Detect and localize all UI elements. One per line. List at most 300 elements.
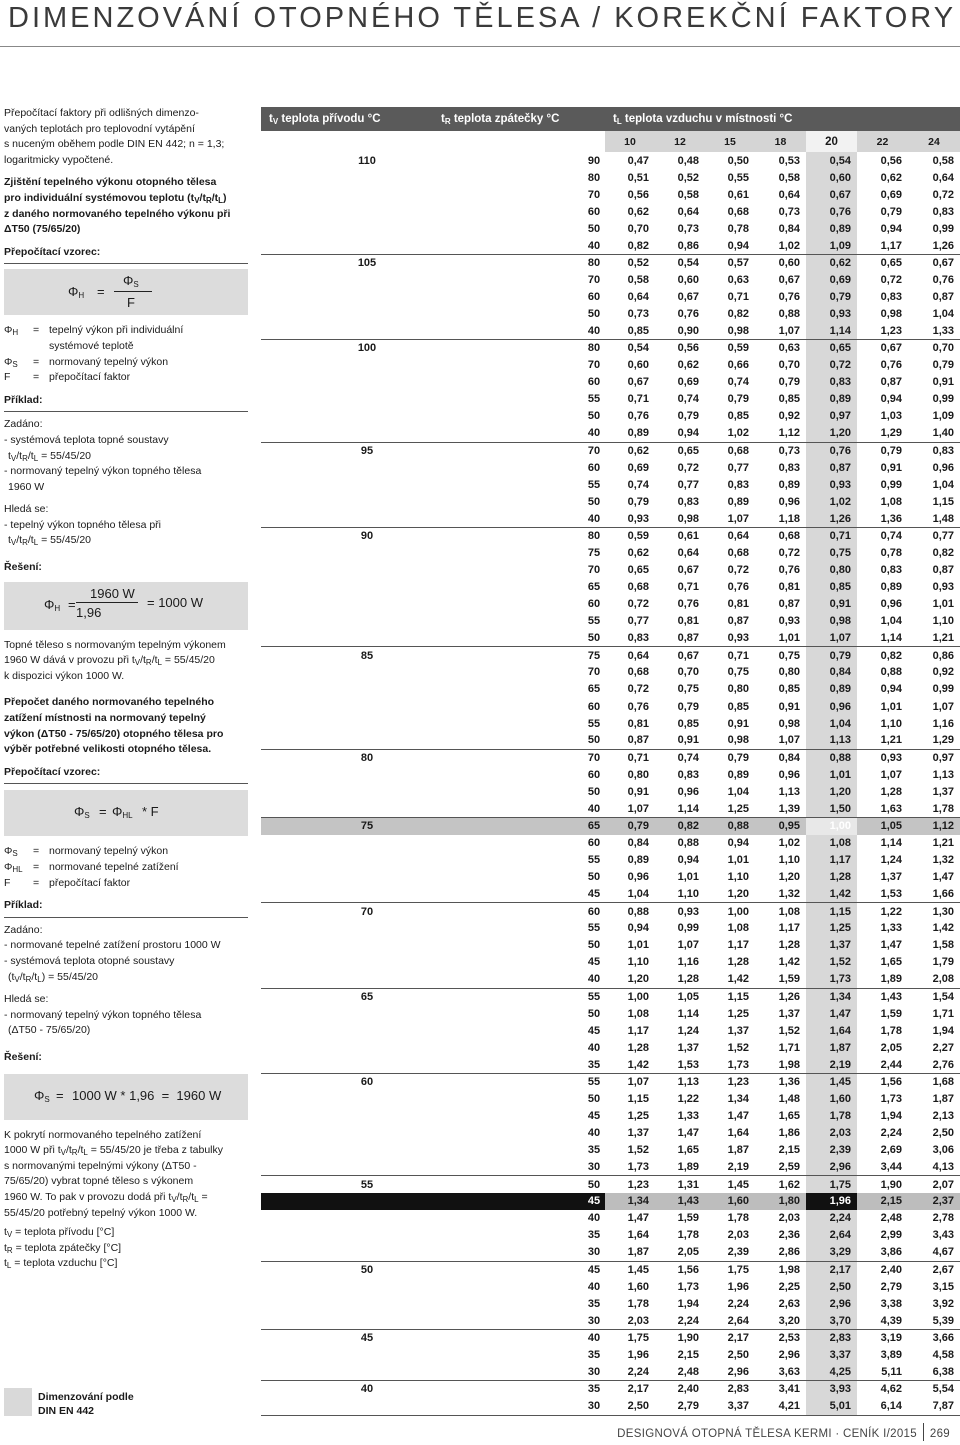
factor-cell: 1,64 <box>727 1127 749 1140</box>
table-row <box>261 647 960 664</box>
factor-cell: 0,88 <box>677 837 699 850</box>
factor-cell: 1,73 <box>806 971 857 988</box>
factor-cell: 3,70 <box>806 1312 857 1329</box>
factor-cell: 0,68 <box>627 581 649 594</box>
header-supply-temp: $t_V$ teplota přívodu °C <box>261 107 433 131</box>
supply-temp-cell <box>261 1159 433 1176</box>
factor-cell: 1,08 <box>806 835 857 852</box>
example-heading: Příklad: <box>4 899 43 912</box>
factor-cell: 1,16 <box>932 717 954 730</box>
factor-cell: 1,17 <box>627 1024 649 1037</box>
factor-cell: 0,84 <box>778 222 800 235</box>
factor-cell: 0,86 <box>908 647 960 664</box>
factor-cell: 0,70 <box>778 359 800 372</box>
return-temp-cell: 90 <box>587 154 601 167</box>
factor-cell: 0,71 <box>727 291 749 304</box>
footer-separator <box>923 1423 924 1441</box>
return-temp-cell: 40 <box>587 1127 601 1140</box>
factor-cell: 1,58 <box>932 939 954 952</box>
factor-cell: 1,86 <box>778 1127 800 1140</box>
supply-temp-cell <box>261 357 433 374</box>
factor-cell: 1,17 <box>778 922 800 935</box>
definition: $\Phi_{HL}$ = normované tepelné zatížení <box>4 861 179 874</box>
factor-cell: 0,69 <box>627 461 649 474</box>
supply-temp-cell <box>261 1244 433 1261</box>
table-row <box>261 817 960 834</box>
table-row <box>261 493 960 510</box>
factor-cell: 1,37 <box>778 1007 800 1020</box>
conclusion-line: 75/65/20) vybrat topné těleso s výkonem <box>4 1175 194 1188</box>
factor-cell: 0,78 <box>880 546 902 559</box>
factor-cell: 1,08 <box>627 1007 649 1020</box>
factor-cell: 1,48 <box>932 512 954 525</box>
factor-cell: 1,24 <box>880 854 902 867</box>
return-temp-cell: 70 <box>433 749 605 766</box>
factor-cell: 1,04 <box>932 478 954 491</box>
given-line: - systémová teplota topné soustavy <box>4 433 169 446</box>
factor-cell: 2,99 <box>880 1229 902 1242</box>
fraction-bar <box>114 291 152 292</box>
factor-cell: 1,15 <box>932 495 954 508</box>
factor-cell: 7,87 <box>932 1400 954 1413</box>
factor-cell: 0,93 <box>806 306 857 323</box>
factor-cell: 1,42 <box>727 973 749 986</box>
factor-cell: 1,90 <box>655 1329 705 1346</box>
conclusion-line: s normovanými tepelnými výkony (ΔT50 - <box>4 1159 197 1172</box>
note-text: Dimenzování podle DIN EN 442 <box>38 1391 134 1417</box>
factor-cell: 1,07 <box>778 734 800 747</box>
supply-temp-cell <box>261 613 433 630</box>
table-row <box>261 1073 960 1090</box>
factor-cell: 2,05 <box>880 1041 902 1054</box>
factor-cell: 1,12 <box>778 427 800 440</box>
factor-cell: 0,65 <box>627 564 649 577</box>
factor-cell: 2,24 <box>677 1314 699 1327</box>
factor-cell: 1,64 <box>806 1022 857 1039</box>
factor-cell: 0,69 <box>677 376 699 389</box>
factor-cell: 1,79 <box>932 956 954 969</box>
intro-line: logaritmicky vypočtené. <box>4 153 114 166</box>
factor-cell: 0,64 <box>677 546 699 559</box>
factor-cell: 0,82 <box>727 308 749 321</box>
factor-cell: 0,96 <box>806 698 857 715</box>
factor-cell: 1,21 <box>932 632 954 645</box>
supply-temp-cell <box>261 698 433 715</box>
section2-title-line: Přepočet daného normovaného tepelného <box>4 696 215 709</box>
supply-temp-cell <box>261 391 433 408</box>
supply-temp-cell <box>261 800 433 817</box>
page-footer: DESIGNOVÁ OTOPNÁ TĚLESA KERMI · CENÍK I/2015 269 <box>617 1423 950 1441</box>
table-row <box>261 1005 960 1022</box>
factor-cell: 0,99 <box>880 478 902 491</box>
section1-title-line: ΔT50 (75/65/20) <box>4 223 81 236</box>
factor-cell: 0,93 <box>806 476 857 493</box>
factor-cell: 1,52 <box>806 954 857 971</box>
factor-cell: 1,02 <box>778 239 800 252</box>
title-divider <box>0 46 960 47</box>
factor-cell: 2,59 <box>778 1160 800 1173</box>
solution-lhs: $\Phi_H$ <box>44 596 61 613</box>
supply-temp-cell <box>261 1193 433 1210</box>
fraction-bar <box>76 602 138 603</box>
factor-cell: 0,75 <box>727 666 749 679</box>
factor-cell: 0,97 <box>806 408 857 425</box>
return-temp-cell: 55 <box>587 922 601 935</box>
table-row <box>261 1261 960 1278</box>
return-temp-cell: 75 <box>587 546 601 559</box>
factor-cell: 2,83 <box>705 1381 755 1398</box>
factor-cell: 3,38 <box>880 1297 902 1310</box>
factor-cell: 2,13 <box>932 1110 954 1123</box>
factor-cell: 0,76 <box>627 700 649 713</box>
table-row <box>261 1381 960 1398</box>
return-temp-cell: 40 <box>587 1280 601 1293</box>
factor-cell: 0,82 <box>932 546 954 559</box>
factor-cell: 0,55 <box>727 171 749 184</box>
formula-box-1 <box>4 269 248 315</box>
return-temp-cell: 40 <box>433 1329 605 1346</box>
factor-cell: 0,87 <box>880 376 902 389</box>
supply-temp-cell <box>261 289 433 306</box>
factor-cell: 2,48 <box>677 1365 699 1378</box>
factor-cell: 0,86 <box>677 239 699 252</box>
return-temp-cell: 55 <box>587 717 601 730</box>
factor-cell: 0,76 <box>778 564 800 577</box>
supply-temp-cell <box>261 1278 433 1295</box>
return-temp-cell: 60 <box>587 205 601 218</box>
factor-cell: 1,37 <box>880 871 902 884</box>
return-temp-cell: 50 <box>587 734 601 747</box>
factor-cell: 2,39 <box>727 1246 749 1259</box>
supply-temp-cell <box>261 1022 433 1039</box>
return-temp-cell: 65 <box>587 581 601 594</box>
find-heading: Hledá se: <box>4 503 49 516</box>
supply-temp-cell <box>261 630 433 647</box>
factor-cell: 0,76 <box>778 291 800 304</box>
factor-cell: 1,48 <box>778 1092 800 1105</box>
factor-cell: 1,10 <box>677 887 699 900</box>
factor-cell: 0,83 <box>908 442 960 459</box>
supply-temp-cell: 50 <box>261 1261 433 1278</box>
air-temp-header: 18 <box>755 131 806 152</box>
factor-cell: 0,92 <box>778 410 800 423</box>
factor-cell: 0,95 <box>755 817 806 834</box>
factor-cell: 1,56 <box>857 1073 908 1090</box>
factor-cell: 1,98 <box>755 1261 806 1278</box>
factor-cell: 0,96 <box>880 598 902 611</box>
factor-cell: 0,67 <box>627 376 649 389</box>
return-temp-cell: 80 <box>433 527 605 544</box>
find-heading: Hledá se: <box>4 993 49 1006</box>
supply-temp-cell <box>261 493 433 510</box>
factor-cell: 2,48 <box>880 1212 902 1225</box>
factor-cell: 0,77 <box>677 478 699 491</box>
factor-cell: 1,45 <box>806 1073 857 1090</box>
factor-cell: 0,56 <box>655 340 705 357</box>
factor-cell: 0,64 <box>605 647 655 664</box>
factor-cell: 1,29 <box>880 427 902 440</box>
table-row <box>261 562 960 579</box>
factor-cell: 1,33 <box>677 1110 699 1123</box>
factor-cell: 0,63 <box>755 340 806 357</box>
air-temp-header: 10 <box>605 131 655 152</box>
factor-cell: 1,02 <box>806 493 857 510</box>
factor-cell: 0,62 <box>677 359 699 372</box>
return-temp-cell: 60 <box>587 598 601 611</box>
factor-cell: 0,71 <box>627 393 649 406</box>
given-heading: Zadáno: <box>4 923 43 936</box>
table-row <box>261 1125 960 1142</box>
formula-lhs: $\Phi_S$ <box>74 804 90 821</box>
supply-temp-cell <box>261 937 433 954</box>
factor-cell: 0,79 <box>705 749 755 766</box>
supply-temp-cell: 80 <box>261 749 433 766</box>
factor-cell: 0,79 <box>605 817 655 834</box>
factor-cell: 1,12 <box>908 817 960 834</box>
table-row <box>261 220 960 237</box>
legend-line: $t_R$ = teplota zpátečky [°C] <box>4 1241 122 1255</box>
factor-cell: 1,34 <box>605 1193 655 1210</box>
factor-cell: 2,50 <box>727 1348 749 1361</box>
factor-cell: 0,85 <box>677 717 699 730</box>
factor-cell: 0,99 <box>932 222 954 235</box>
return-temp-cell: 70 <box>587 359 601 372</box>
factor-cell: 1,52 <box>778 1024 800 1037</box>
formula-box-2 <box>4 790 248 836</box>
factor-cell: 0,58 <box>932 154 954 167</box>
factor-cell: 0,83 <box>806 374 857 391</box>
solution-box-1 <box>4 582 248 630</box>
factor-cell: 1,07 <box>880 768 902 781</box>
return-temp-cell: 60 <box>433 903 605 920</box>
factor-cell: 0,62 <box>605 442 655 459</box>
factor-cell: 1,89 <box>880 973 902 986</box>
factor-cell: 2,44 <box>880 1058 902 1071</box>
supply-temp-cell <box>261 323 433 340</box>
factor-cell: 1,42 <box>806 886 857 903</box>
factor-cell: 1,47 <box>677 1127 699 1140</box>
return-temp-cell: 50 <box>587 1007 601 1020</box>
example-heading: Příklad: <box>4 393 43 406</box>
factor-cell: 5,39 <box>932 1314 954 1327</box>
factor-cell: 0,68 <box>705 442 755 459</box>
factor-cell: 0,94 <box>880 222 902 235</box>
supply-temp-cell <box>261 186 433 203</box>
factor-cell: 0,70 <box>677 666 699 679</box>
factor-cell: 0,52 <box>677 171 699 184</box>
factor-cell: 1,25 <box>806 920 857 937</box>
factor-cell: 0,93 <box>727 632 749 645</box>
factor-cell: 2,96 <box>806 1295 857 1312</box>
supply-temp-cell <box>261 579 433 596</box>
factor-cell: 0,91 <box>932 376 954 389</box>
table-row <box>261 323 960 340</box>
factor-cell: 2,79 <box>677 1400 699 1413</box>
table-row <box>261 1039 960 1056</box>
factor-cell: 0,76 <box>677 308 699 321</box>
table-row <box>261 254 960 271</box>
factor-cell: 0,70 <box>627 222 649 235</box>
factor-cell: 1,47 <box>880 939 902 952</box>
factor-cell: 1,42 <box>932 922 954 935</box>
table-row <box>261 971 960 988</box>
factor-cell: 2,96 <box>727 1365 749 1378</box>
factor-cell: 1,10 <box>880 717 902 730</box>
return-temp-cell: 30 <box>587 1400 601 1413</box>
factor-cell: 1,28 <box>727 956 749 969</box>
factor-cell: 3,89 <box>880 1348 902 1361</box>
factor-cell: 2,53 <box>755 1329 806 1346</box>
factor-cell: 2,24 <box>806 1210 857 1227</box>
return-temp-cell: 45 <box>587 887 601 900</box>
return-temp-cell: 50 <box>587 495 601 508</box>
definition: F = přepočítací faktor <box>4 876 131 889</box>
supply-temp-cell: 100 <box>261 340 433 357</box>
factor-cell: 0,81 <box>727 598 749 611</box>
factor-cell: 0,89 <box>727 495 749 508</box>
air-temp-header: 24 <box>908 131 960 152</box>
table-row <box>261 715 960 732</box>
intro-line: vaných teplotách pro teplovodní vytápění <box>4 122 195 135</box>
factor-cell: 5,11 <box>881 1365 902 1378</box>
factor-cell: 1,37 <box>932 785 954 798</box>
factor-cell: 2,78 <box>932 1212 954 1225</box>
factor-cell: 0,74 <box>627 478 649 491</box>
factor-cell: 0,91 <box>727 717 749 730</box>
return-temp-cell: 55 <box>587 615 601 628</box>
factor-cell: 1,15 <box>627 1092 649 1105</box>
return-temp-cell: 55 <box>587 478 601 491</box>
supply-temp-cell <box>261 1363 433 1380</box>
factor-cell: 0,83 <box>677 768 699 781</box>
table-row <box>261 357 960 374</box>
factor-cell: 0,88 <box>778 308 800 321</box>
factor-cell: 0,58 <box>677 188 699 201</box>
factor-cell: 1,00 <box>806 817 857 834</box>
factor-cell: 3,20 <box>778 1314 800 1327</box>
factor-cell: 2,03 <box>627 1314 649 1327</box>
factor-cell: 0,94 <box>727 239 749 252</box>
supply-temp-cell <box>261 852 433 869</box>
table-row <box>261 391 960 408</box>
page-title: DIMENZOVÁNÍ OTOPNÉHO TĚLESA / KOREKČNÍ FAKTORY <box>8 2 957 34</box>
factor-cell: 1,98 <box>778 1058 800 1071</box>
factor-cell: 0,83 <box>880 291 902 304</box>
factor-cell: 0,76 <box>677 598 699 611</box>
formula-rest: * F <box>142 804 159 820</box>
factor-cell: 1,00 <box>605 988 655 1005</box>
supply-temp-cell: 65 <box>261 988 433 1005</box>
factor-cell: 1,96 <box>806 1193 857 1210</box>
factor-cell: 1,14 <box>677 1007 699 1020</box>
factor-cell: 2,37 <box>908 1193 960 1210</box>
factor-cell: 0,57 <box>705 254 755 271</box>
factor-cell: 0,79 <box>727 393 749 406</box>
section2-title-line: výkon (ΔT50 - 75/65/20) otopného tělesa pro <box>4 727 224 740</box>
factor-cell: 0,74 <box>727 376 749 389</box>
factor-cell: 1,28 <box>880 785 902 798</box>
return-temp-cell: 35 <box>587 1058 601 1071</box>
table-row <box>261 766 960 783</box>
factor-cell: 1,07 <box>677 939 699 952</box>
factor-cell: 0,91 <box>880 461 902 474</box>
table-row <box>261 203 960 220</box>
factor-cell: 0,64 <box>677 205 699 218</box>
supply-temp-cell <box>261 1210 433 1227</box>
factor-cell: 0,68 <box>755 527 806 544</box>
factor-cell: 3,37 <box>727 1400 749 1413</box>
factor-cell: 1,89 <box>677 1160 699 1173</box>
supply-temp-cell <box>261 544 433 561</box>
factor-cell: 1,10 <box>932 615 954 628</box>
conclusion-line: 1000 W při $t_V/t_R/t_L = 55/45/20$ je třeba z tabulky <box>4 1144 224 1158</box>
table-row <box>261 954 960 971</box>
factor-cell: 0,88 <box>806 749 857 766</box>
factor-cell: 0,85 <box>727 410 749 423</box>
supply-temp-cell <box>261 306 433 323</box>
factor-cell: 0,74 <box>857 527 908 544</box>
factor-cell: 1,43 <box>857 988 908 1005</box>
factor-cell: 0,71 <box>705 647 755 664</box>
return-temp-cell: 70 <box>587 188 601 201</box>
factor-cell: 0,71 <box>677 581 699 594</box>
factor-cell: 2,64 <box>727 1314 749 1327</box>
factor-cell: 0,89 <box>880 581 902 594</box>
table-row <box>261 869 960 886</box>
factor-cell: 1,07 <box>727 512 749 525</box>
supply-temp-cell <box>261 1056 433 1073</box>
factor-cell: 0,99 <box>677 922 699 935</box>
factor-cell: 1,96 <box>727 1280 749 1293</box>
factor-cell: 4,21 <box>778 1400 800 1413</box>
factor-cell: 0,68 <box>627 666 649 679</box>
factor-cell: 0,83 <box>627 632 649 645</box>
table-row <box>261 681 960 698</box>
solution-result: = 1000 W <box>147 594 204 610</box>
factor-cell: 1,78 <box>880 1024 902 1037</box>
supply-temp-cell <box>261 1398 433 1415</box>
factor-cell: 4,62 <box>857 1381 908 1398</box>
factor-cell: 1,43 <box>655 1193 705 1210</box>
supply-temp-cell <box>261 425 433 442</box>
correction-factor-table <box>261 107 960 1416</box>
table-row <box>261 852 960 869</box>
table-row <box>261 1022 960 1039</box>
factor-cell: 1,25 <box>727 802 749 815</box>
factor-cell: 1,05 <box>655 988 705 1005</box>
return-temp-cell: 35 <box>587 1229 601 1242</box>
factor-cell: 0,89 <box>778 478 800 491</box>
return-temp-cell: 70 <box>587 564 601 577</box>
table-row <box>261 186 960 203</box>
factor-cell: 0,47 <box>627 154 649 167</box>
factor-cell: 1,20 <box>627 973 649 986</box>
factor-cell: 0,73 <box>677 222 699 235</box>
factor-cell: 1,02 <box>727 427 749 440</box>
factor-cell: 1,14 <box>880 837 902 850</box>
factor-cell: 1,24 <box>677 1024 699 1037</box>
factor-cell: 1,13 <box>932 768 954 781</box>
factor-cell: 0,71 <box>605 749 655 766</box>
factor-cell: 1,08 <box>755 903 806 920</box>
factor-cell: 1,10 <box>778 854 800 867</box>
factor-cell: 0,89 <box>806 391 857 408</box>
table-row <box>261 1244 960 1261</box>
supply-temp-cell: 40 <box>261 1381 433 1398</box>
factor-cell: 1,37 <box>677 1041 699 1054</box>
factor-cell: 0,94 <box>880 393 902 406</box>
note-marker <box>4 1388 32 1416</box>
